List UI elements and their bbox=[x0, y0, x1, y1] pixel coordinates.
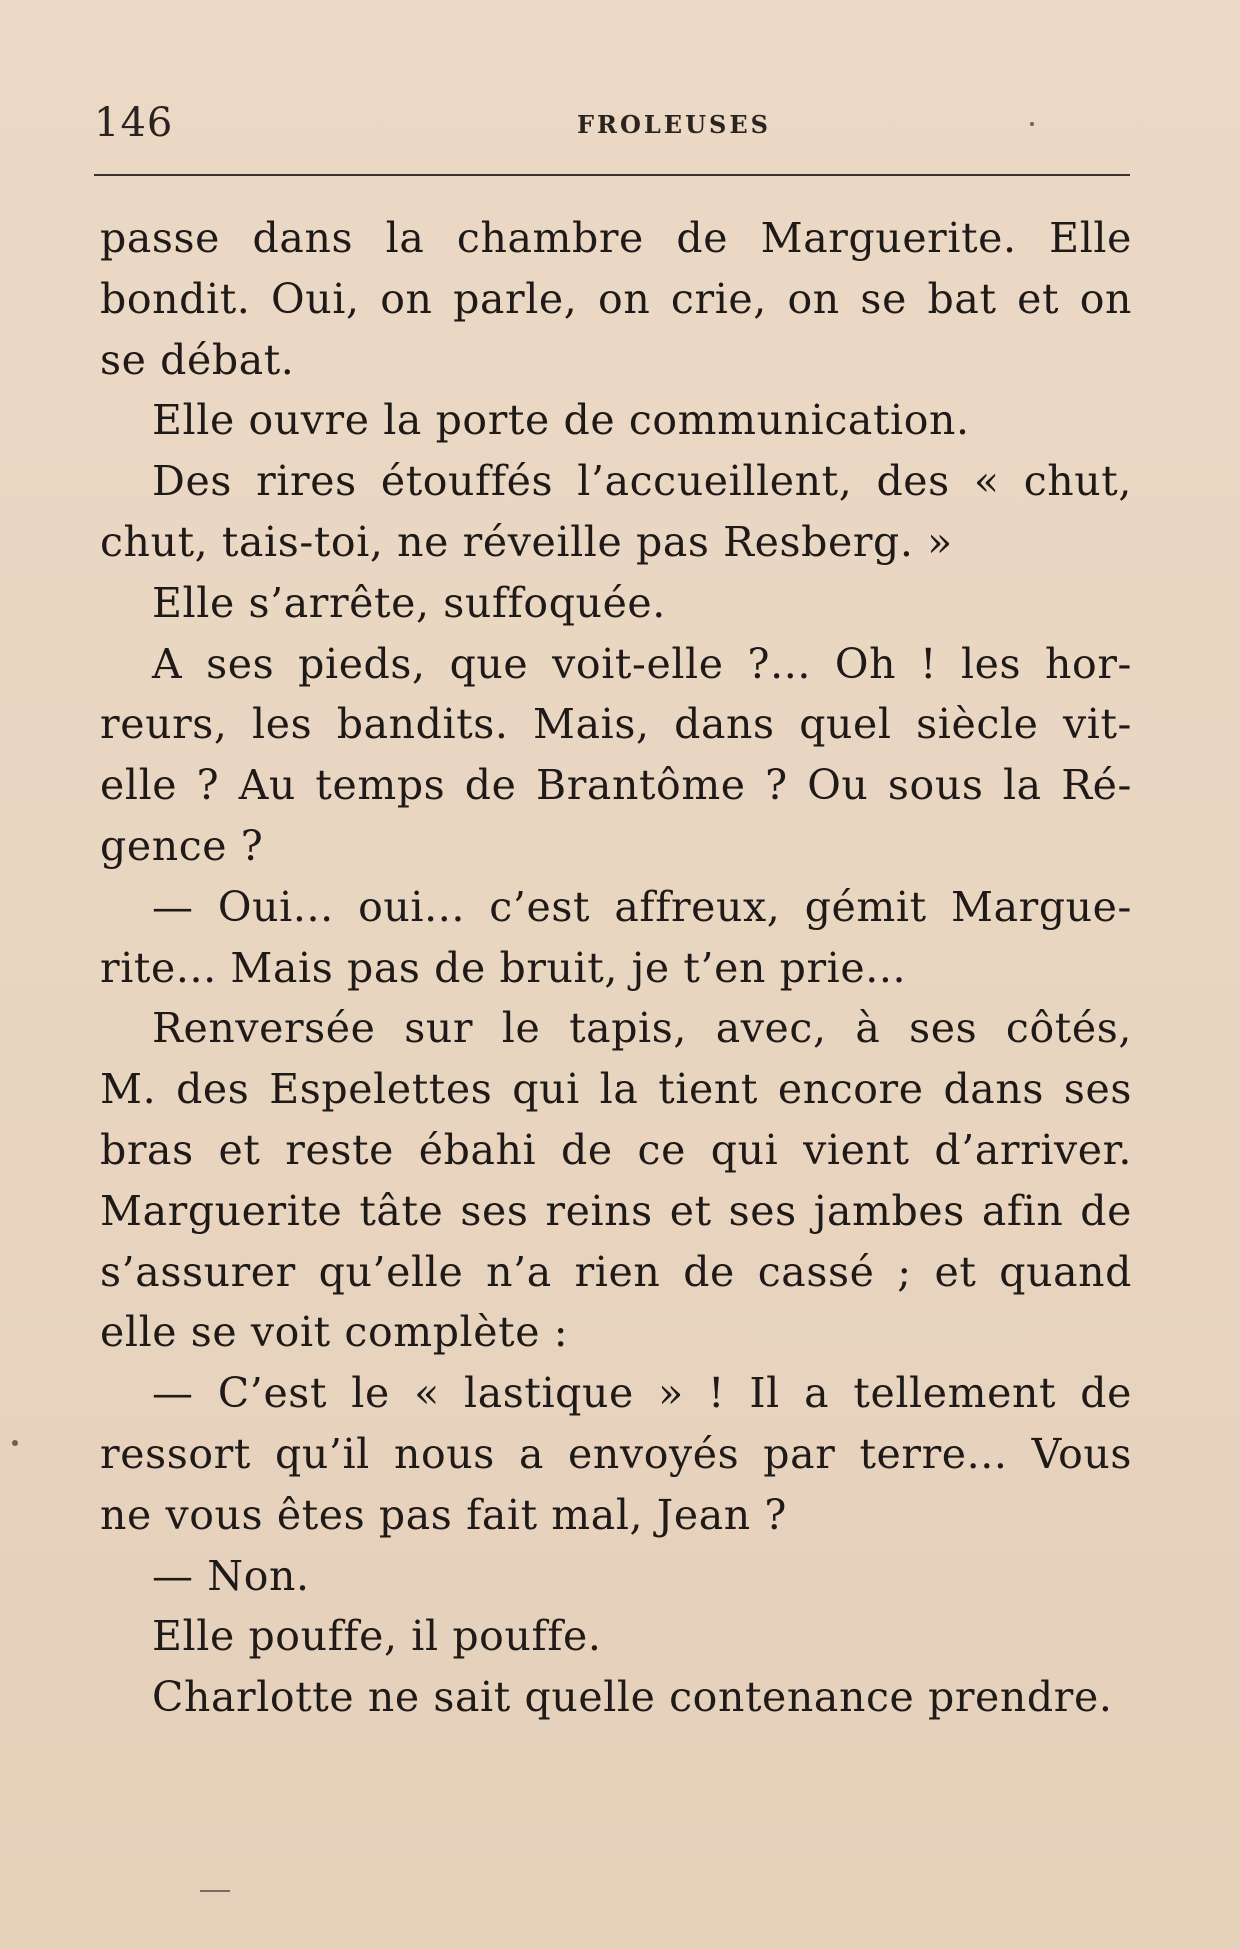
page-number: 146 bbox=[94, 100, 174, 146]
text-line: s’assurer qu’elle n’a rien de cassé ; et quand bbox=[100, 1247, 1132, 1296]
text-line: rite... Mais pas de bruit, je t’en prie... bbox=[100, 943, 907, 992]
text-line: passe dans la chambre de Marguerite. Elle bbox=[100, 214, 1132, 262]
body-text bbox=[100, 208, 1132, 1728]
text-line: Des rires étouffés l’accueillent, des « chut, bbox=[152, 457, 1132, 506]
text-line: M. des Espelettes qui la tient encore dans ses bbox=[100, 1065, 1132, 1114]
text-line: — Non. bbox=[152, 1551, 310, 1600]
paper-speck bbox=[12, 1440, 18, 1446]
text-line: Charlotte ne sait quelle contenance prendre. bbox=[152, 1673, 1113, 1722]
text-line: — C’est le « lastique » ! Il a tellement de bbox=[152, 1369, 1132, 1418]
text-line: — Oui... oui... c’est affreux, gémit Margue- bbox=[152, 882, 1132, 931]
text-line: chut, tais-toi, ne réveille pas Resberg. » bbox=[100, 517, 953, 566]
paper-speck bbox=[1030, 122, 1034, 126]
text-line: elle ? Au temps de Brantôme ? Ou sous la Ré- bbox=[100, 761, 1132, 810]
text-line: se débat. bbox=[100, 335, 295, 384]
text-line: Elle pouffe, il pouffe. bbox=[152, 1612, 602, 1661]
paper-mark bbox=[200, 1890, 230, 1892]
text-line: Renversée sur le tapis, avec, à ses côtés, bbox=[152, 1004, 1132, 1053]
running-title: FROLEUSES bbox=[577, 110, 771, 139]
text-line: ne vous êtes pas fait mal, Jean ? bbox=[100, 1490, 787, 1539]
text-line: bras et reste ébahi de ce qui vient d’arriver. bbox=[100, 1125, 1132, 1174]
text-line: Marguerite tâte ses reins et ses jambes afin de bbox=[100, 1186, 1132, 1235]
text-line: A ses pieds, que voit-elle ?... Oh ! les hor- bbox=[152, 639, 1132, 688]
text-line: elle se voit complète : bbox=[100, 1308, 569, 1357]
text-line: Elle ouvre la porte de communication. bbox=[152, 396, 970, 445]
header-rule bbox=[94, 174, 1130, 176]
text-line: ressort qu’il nous a envoyés par terre... Vous bbox=[100, 1429, 1132, 1478]
text-line: bondit. Oui, on parle, on crie, on se bat et on bbox=[100, 274, 1132, 323]
running-head bbox=[94, 100, 1134, 150]
text-line: reurs, les bandits. Mais, dans quel siècle vit- bbox=[100, 700, 1132, 749]
text-line: Elle s’arrête, suffoquée. bbox=[152, 578, 666, 627]
text-line: gence ? bbox=[100, 821, 264, 870]
